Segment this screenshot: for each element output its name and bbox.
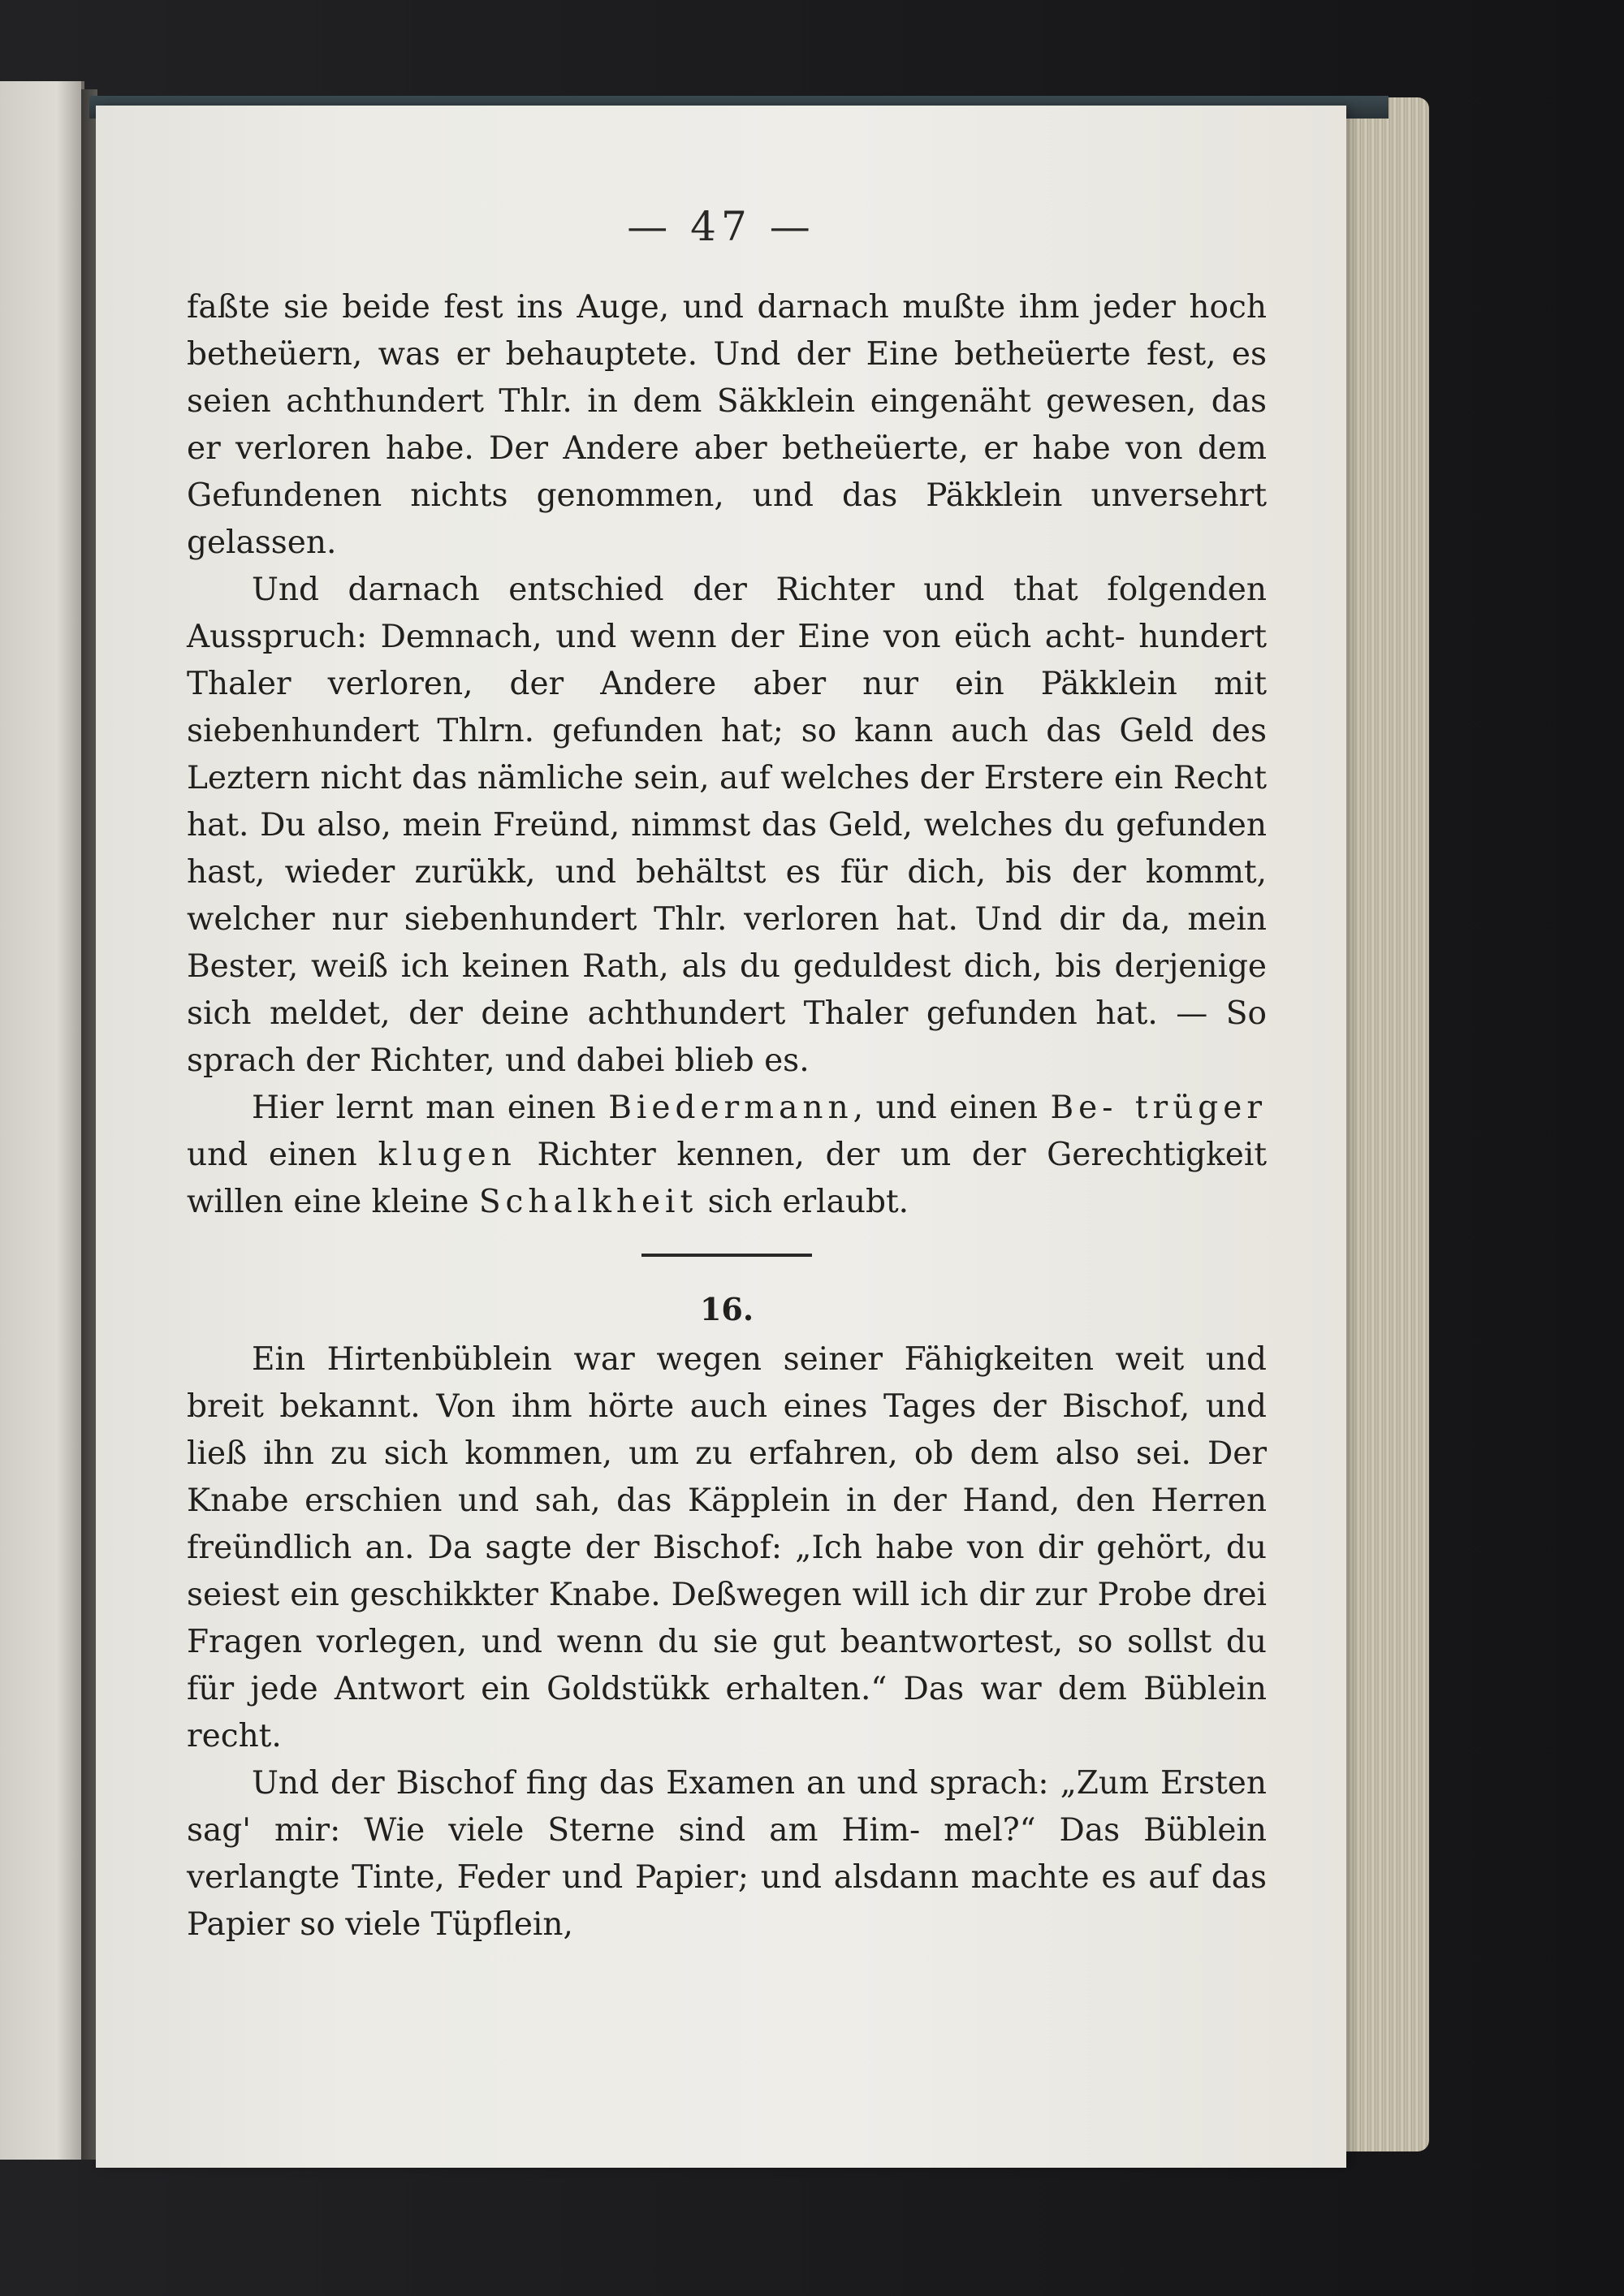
moral-text-4: Richter kennen, der um der Gerechtigkeit willen eine kleine xyxy=(187,1137,1267,1220)
left-page-edge xyxy=(0,81,84,2160)
moral-text-1: Hier lernt man einen xyxy=(252,1090,596,1126)
story-15-paragraph-1: faßte sie beide fest ins Auge, und darnach mußte ihm jeder hoch betheüern, was er behauptete. Und der Eine betheüerte fest, es seien achthundert Thlr. in dem Säkklein eingenäht gewesen, das er verloren habe. Der Andere aber betheüerte, er habe von dem Gefundenen nichts genommen, und das Päkklein unversehrt gelassen. xyxy=(187,289,1267,561)
moral-emphasis-schalkheit: Schalkheit xyxy=(478,1184,698,1220)
moral-text-5: sich erlaubt. xyxy=(707,1184,909,1220)
story-15-paragraph-3 xyxy=(187,1085,1267,1226)
story-15-paragraph-2: Und darnach entschied der Richter und that folgenden Ausspruch: Demnach, und wenn der Eine von eüch acht- hundert Thaler verloren, der Andere aber nur ein Päkklein mit siebenhundert Thlrn. gefunden hat; so kann auch das Geld des Leztern nicht das nämliche sein, auf welches der Erstere ein Recht hat. Du also, mein Freünd, nimmst das Geld, welches du gefunden hast, wieder zurükk, und behältst es für dich, bis der kommt, welcher nur siebenhundert Thlr. verloren hat. Und dir da, mein Bester, weiß ich keinen Rath, als du geduldest dich, bis derjenige sich meldet, der deine achthundert Thaler gefunden hat. — So sprach der Richter, und dabei blieb es. xyxy=(187,572,1267,1079)
book-page xyxy=(96,106,1346,2168)
story-16-paragraph-1: Ein Hirtenbüblein war wegen seiner Fähigkeiten weit und breit bekannt. Von ihm hörte auch eines Tages der Bischof, und ließ ihn zu sich kommen, um zu erfahren, ob dem also sei. Der Knabe erschien und sah, das Käpplein in der Hand, den Herren freündlich an. Da sagte der Bischof: „Ich habe von dir gehört, du seiest ein geschikkter Knabe. Deßwegen will ich dir zur Probe drei Fragen vorlegen, und wenn du sie gut beantwortest, so sollst du für jede Antwort ein Goldstükk erhalten.“ Das war dem Büblein recht. xyxy=(187,1341,1267,1754)
section-divider xyxy=(641,1254,812,1257)
moral-text-2: , und einen xyxy=(853,1090,1039,1126)
page-edges xyxy=(1332,97,1429,2151)
page-text xyxy=(187,284,1267,1949)
moral-text-3: und einen xyxy=(187,1137,357,1173)
page-number: — 47 — xyxy=(627,203,815,250)
moral-emphasis-klugen: klugen xyxy=(378,1137,516,1173)
section-number: 16. xyxy=(699,1291,754,1327)
story-16-paragraph-2: Und der Bischof fing das Examen an und sprach: „Zum Ersten sag' mir: Wie viele Sterne sind am Him- mel?“ Das Büblein verlangte Tinte, Feder und Papier; und alsdann machte es auf das Papier so viele Tüpflein, xyxy=(187,1765,1267,1943)
moral-emphasis-betrueger: Be- trüger xyxy=(1050,1090,1267,1126)
book-gutter xyxy=(81,89,97,2160)
moral-emphasis-biedermann: Biedermann xyxy=(608,1090,853,1126)
